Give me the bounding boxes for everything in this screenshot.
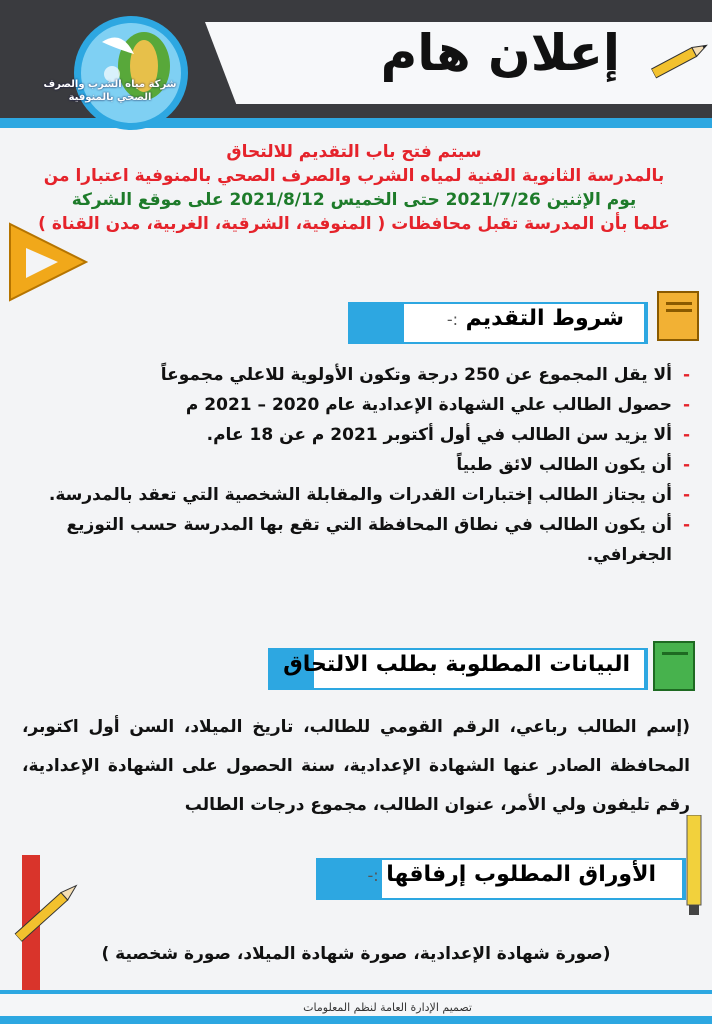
footer-credit: تصميم الإدارة العامة لنظم المعلومات xyxy=(303,1001,472,1014)
set-square-icon xyxy=(8,222,88,302)
notebook-icon xyxy=(652,640,696,692)
logo-caption: شركة مياه الشرب والصرف الصحي بالمنوفية xyxy=(43,79,177,103)
notebook-icon xyxy=(656,290,700,342)
conditions-title: شروط التقديم xyxy=(465,306,624,331)
conditions-suffix: :- xyxy=(446,310,458,329)
list-item: - أن يكون الطالب في نطاق المحافظة التي تقع بها المدرسة حسب التوزيع الجغرافي. xyxy=(22,510,690,570)
documents-text: (صورة شهادة الإعدادية، صورة شهادة الميلاد، صورة شخصية ) xyxy=(101,944,611,964)
required-data-title: البيانات المطلوبة بطلب الالتحاق xyxy=(283,652,630,677)
intro-line-2: بالمدرسة الثانوية الفنية لمياه الشرب والصرف الصحي بالمنوفية اعتبارا من xyxy=(43,166,665,186)
list-item: - ألا يقل المجموع عن 250 درجة وتكون الأولوية للاعلي مجموعاً xyxy=(22,360,690,390)
required-data-text: (إسم الطالب رباعي، الرقم القومي للطالب، تاريخ الميلاد، السن أول اكتوبر، المحافظة الصادر عنها الشهادة الإعدادية، سنة الحصول على الشهادة الإعدادية، رقم تليفون ولي الأمر، عنوان الطالب، مجموع درجات الطالب xyxy=(22,717,690,815)
documents-title: الأوراق المطلوب إرفاقها xyxy=(386,862,656,887)
highlighter-icon xyxy=(685,815,703,915)
intro-block xyxy=(24,140,684,236)
list-item: - أن يجتاز الطالب إختبارات القدرات والمقابلة الشخصية التي تعقد بالمدرسة. xyxy=(22,480,690,510)
conditions-banner xyxy=(348,302,648,344)
intro-line-4: علما بأن المدرسة تقبل محافظات ( المنوفية، الشرقية، الغربية، مدن القناة ) xyxy=(38,214,670,234)
documents-suffix: :- xyxy=(367,866,379,885)
list-item: - حصول الطالب علي الشهادة الإعدادية عام 2020 – 2021 م xyxy=(22,390,690,420)
intro-line-3: يوم الإثنين 2021/7/26 حتى الخميس 2021/8/12 على موقع الشركة xyxy=(71,190,637,210)
required-data-banner xyxy=(268,648,648,690)
page-title: إعلان هام xyxy=(380,24,620,82)
list-item: - أن يكون الطالب لائق طبياً xyxy=(22,450,690,480)
documents-banner xyxy=(316,858,686,900)
list-item: - ألا يزيد سن الطالب في أول أكتوبر 2021 م عن 18 عام. xyxy=(22,420,690,450)
intro-line-1: سيتم فتح باب التقديم للالتحاق xyxy=(226,142,482,162)
company-logo-icon xyxy=(72,14,190,132)
conditions-list xyxy=(22,360,690,570)
